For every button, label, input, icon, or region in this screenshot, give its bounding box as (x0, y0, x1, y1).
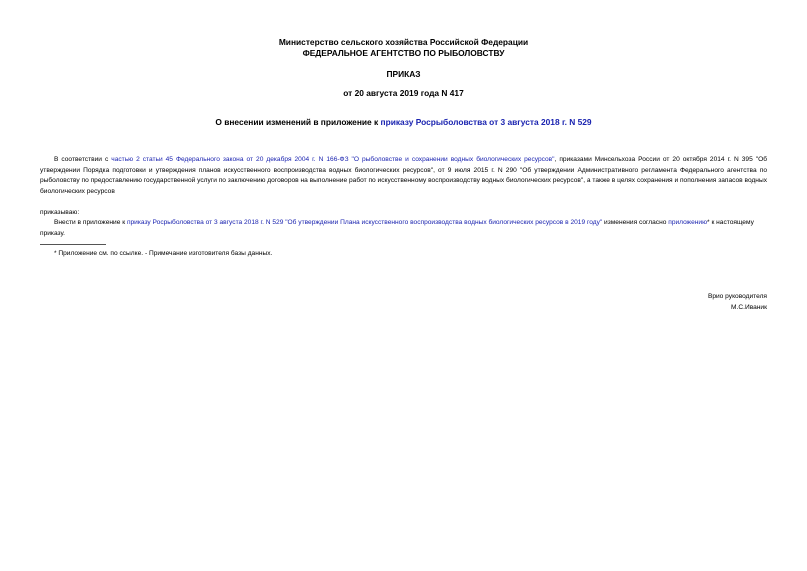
preamble-text-2: , приказами Минсельхоза России от 20 октября 2014 г. N 395 "Об утверждении Порядка подготовки и утверждения планов искусственного воспроизводства водных биологических ресурсов", от 9 июля 2015 г. N 290 "Об утверждении Административного регламента Федерального агентства по рыболовству по предоставлению государственной услуги по заключению договоров на выполнение работ по искусственному воспроизводству водных биологических ресурсов", а также в целях сохранения и пополнения запасов водных биологических ресурсов (40, 156, 768, 195)
subject-order-link[interactable]: приказу Росрыболовства от 3 августа 2018 г. N 529 (380, 117, 592, 127)
signatory-title: Врио руководителя (707, 293, 767, 300)
document-header (0, 37, 807, 58)
operative-text-2: изменения согласно (602, 219, 669, 226)
document-date-number: от 20 августа 2019 года N 417 (343, 88, 464, 98)
footnote: * Приложение см. по ссылке. - Примечание изготовителя базы данных. (54, 250, 273, 257)
subject-prefix: О внесении изменений в приложение к (215, 117, 381, 127)
signature-block (708, 292, 767, 313)
agency-name: ФЕДЕРАЛЬНОЕ АГЕНТСТВО ПО РЫБОЛОВСТВУ (302, 47, 505, 58)
document-subject (0, 117, 807, 128)
document-type: ПРИКАЗ (386, 69, 421, 79)
operative-text-3: * к настоящему приказу. (40, 219, 754, 237)
preamble-text-1: В соответствии с (54, 156, 112, 163)
preamble-paragraph (40, 155, 767, 197)
appendix-link[interactable]: приложению (668, 219, 708, 226)
footnote-divider (40, 244, 106, 245)
ministry-name: Министерство сельского хозяйства Российской Федерации (278, 37, 529, 47)
operative-text-1: Внести в приложение к (54, 219, 127, 226)
operative-paragraph (40, 218, 767, 239)
order-529-link[interactable]: приказу Росрыболовства от 3 августа 2018 г. N 529 "Об утверждении Плана искусственного воспроизводства водных биологических ресурсов в 2019 году" (126, 219, 603, 226)
federal-law-link[interactable]: частью 2 статьи 45 Федерального закона от 20 декабря 2004 г. N 166-ФЗ "О рыболовстве и сохранении водных биологических ресурсов" (111, 156, 555, 163)
signatory-name: М.С.Иваник (731, 303, 767, 311)
order-word: приказываю: (40, 209, 80, 216)
